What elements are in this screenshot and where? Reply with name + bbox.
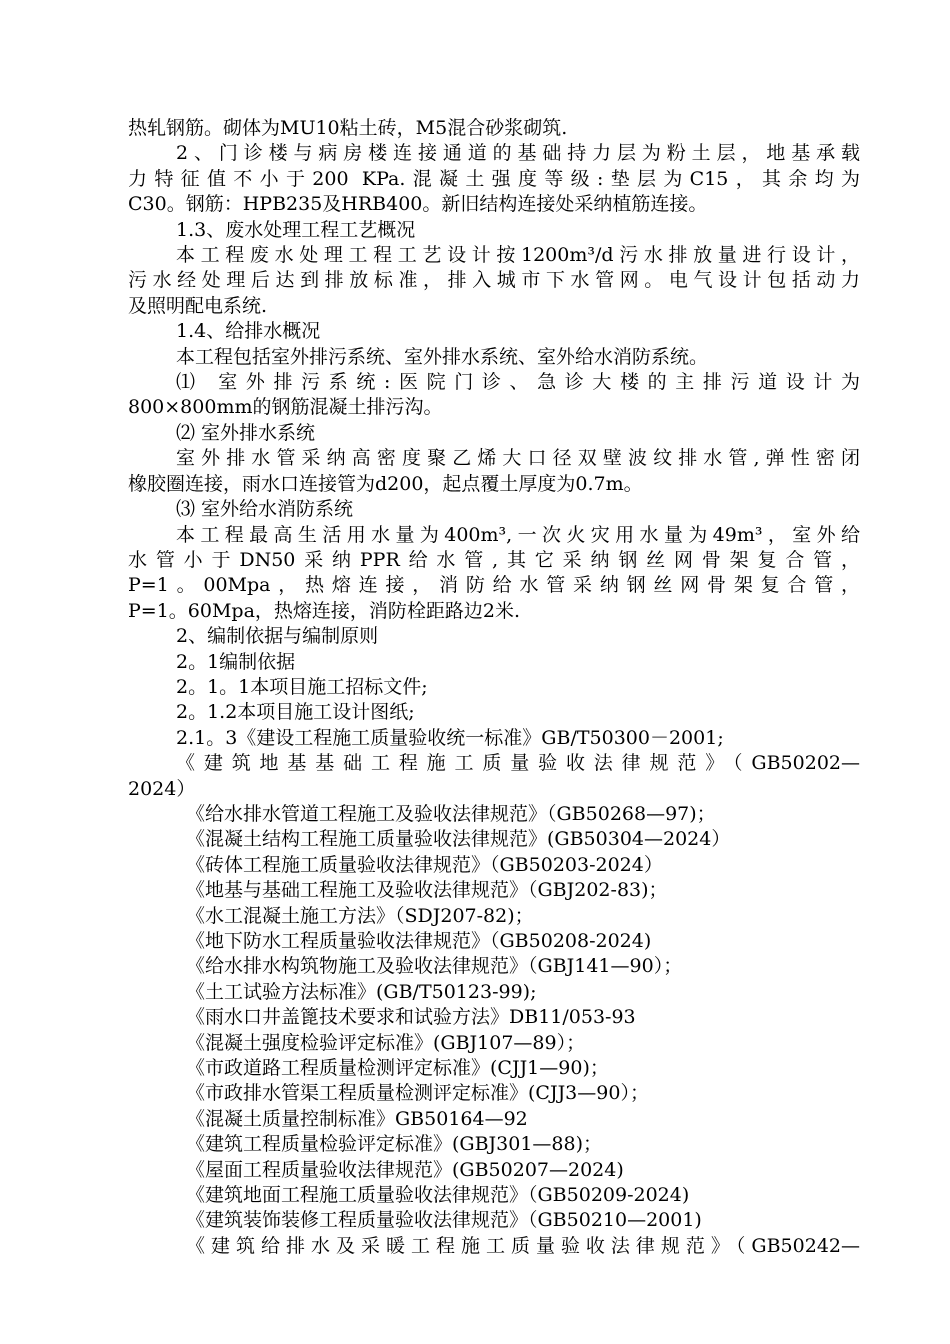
list-item: 《屋面工程质量验收法律规范》(GB50207—2024) [186,1158,624,1181]
list-item: 《混凝土结构工程施工质量验收法律规范》(GB50304—2024） [186,828,731,851]
subsection-heading: ⑵ 室外排水系统 [176,421,316,444]
list-item: 2。1。1本项目施工招标文件; [176,675,428,698]
text-line: 本工程废水处理工程工艺设计按1200m³/d污水排放量进行设计， [176,244,860,267]
list-item: 《给水排水构筑物施工及验收法律规范》（GBJ141—90）； [186,955,683,978]
list-item: 《给水排水管道工程施工及验收法律规范》（GB50268—97)； [186,802,716,825]
text-line: 橡胶圈连接，雨水口连接管为d200，起点覆土厚度为0.7m。 [128,472,643,495]
text-line: 室外排水管采纳高密度聚乙烯大口径双壁波纹排水管,弹性密闭 [176,447,860,470]
text-line: 800×800mm的钢筋混凝土排污沟。 [128,396,443,419]
text-line: 2024） [128,777,196,800]
text-line: 本工程包括室外排污系统、室外排水系统、室外给水消防系统。 [176,345,709,368]
section-heading: 1.4、给排水概况 [176,320,321,343]
text-line: 力特征值不小于200 KPa.混凝土强度等级:垫层为C15，其余均为 [128,167,860,190]
list-item: 《市政排水管渠工程质量检测评定标准》(CJJ3—90）； [186,1082,649,1105]
list-item: 《市政道路工程质量检测评定标准》(CJJ1—90)； [186,1057,609,1080]
section-heading: 1.3、废水处理工程工艺概况 [176,218,416,241]
list-item: 《建筑工程质量检验评定标准》(GBJ301—88)； [186,1133,603,1156]
text-line: 及照明配电系统. [128,294,268,317]
list-item: 《水工混凝土施工方法》（SDJ207-82)； [186,904,534,927]
list-item: 《建筑地面工程施工质量验收法律规范》（GB50209-2024) [186,1184,690,1207]
list-item: 《土工试验方法标准》(GB/T50123-99); [186,980,537,1003]
list-item: 《建筑装饰装修工程质量验收法律规范》（GB50210—2001) [186,1209,702,1232]
list-item: 2。1.2本项目施工设计图纸; [176,701,415,724]
list-item: 《地基与基础工程施工及验收法律规范》（GBJ202-83)； [186,879,668,902]
text-line: 2、门诊楼与病房楼连接通道的基础持力层为粉土层，地基承载 [176,142,860,165]
list-item: 《地下防水工程质量验收法律规范》（GB50208-2024) [186,930,652,952]
text-line: P=1。00Mpa，热熔连接，消防给水管采纳钢丝网骨架复合管， [128,574,860,597]
text-line: C30。钢筋：HPB235及HRB400。新旧结构连接处采纳植筋连接。 [128,193,708,216]
list-item: 2.1。3《建设工程施工质量验收统一标准》GB/T50300－2001; [176,726,724,749]
section-heading: 2。1编制依据 [176,650,296,673]
text-line: 本工程最高生活用水量为400m³,一次火灾用水量为49m³，室外给 [176,523,860,546]
subsection-heading: ⑶ 室外给水消防系统 [176,498,354,521]
list-item: 《雨水口井盖篦技术要求和试验方法》DB11/053-93 [186,1006,636,1029]
text-line: ⑴ 室外排污系统:医院门诊、急诊大楼的主排污道设计为 [176,371,860,394]
list-item: 《砖体工程施工质量验收法律规范》（GB50203-2024） [186,853,663,876]
list-item: 《建筑地基基础工程施工质量验收法律规范》（GB50202— [176,752,860,775]
text-line: P=1。60Mpa，热熔连接，消防栓距路边2米. [128,599,521,622]
list-item: 《混凝土质量控制标准》GB50164—92 [186,1107,528,1130]
text-line: 热轧钢筋。砌体为MU10粘土砖，M5混合砂浆砌筑. [128,117,568,139]
text-line: 水管小于DN50采纳PPR给水管,其它采纳钢丝网骨架复合管， [128,548,860,571]
text-line: 污水经处理后达到排放标准，排入城市下水管网。电气设计包括动力 [128,269,860,292]
section-heading: 2、编制依据与编制原则 [176,625,379,648]
list-item: 《建筑给排水及采暖工程施工质量验收法律规范》（GB50242— [186,1234,860,1257]
list-item: 《混凝土强度检验评定标准》(GBJ107—89）； [186,1031,586,1054]
